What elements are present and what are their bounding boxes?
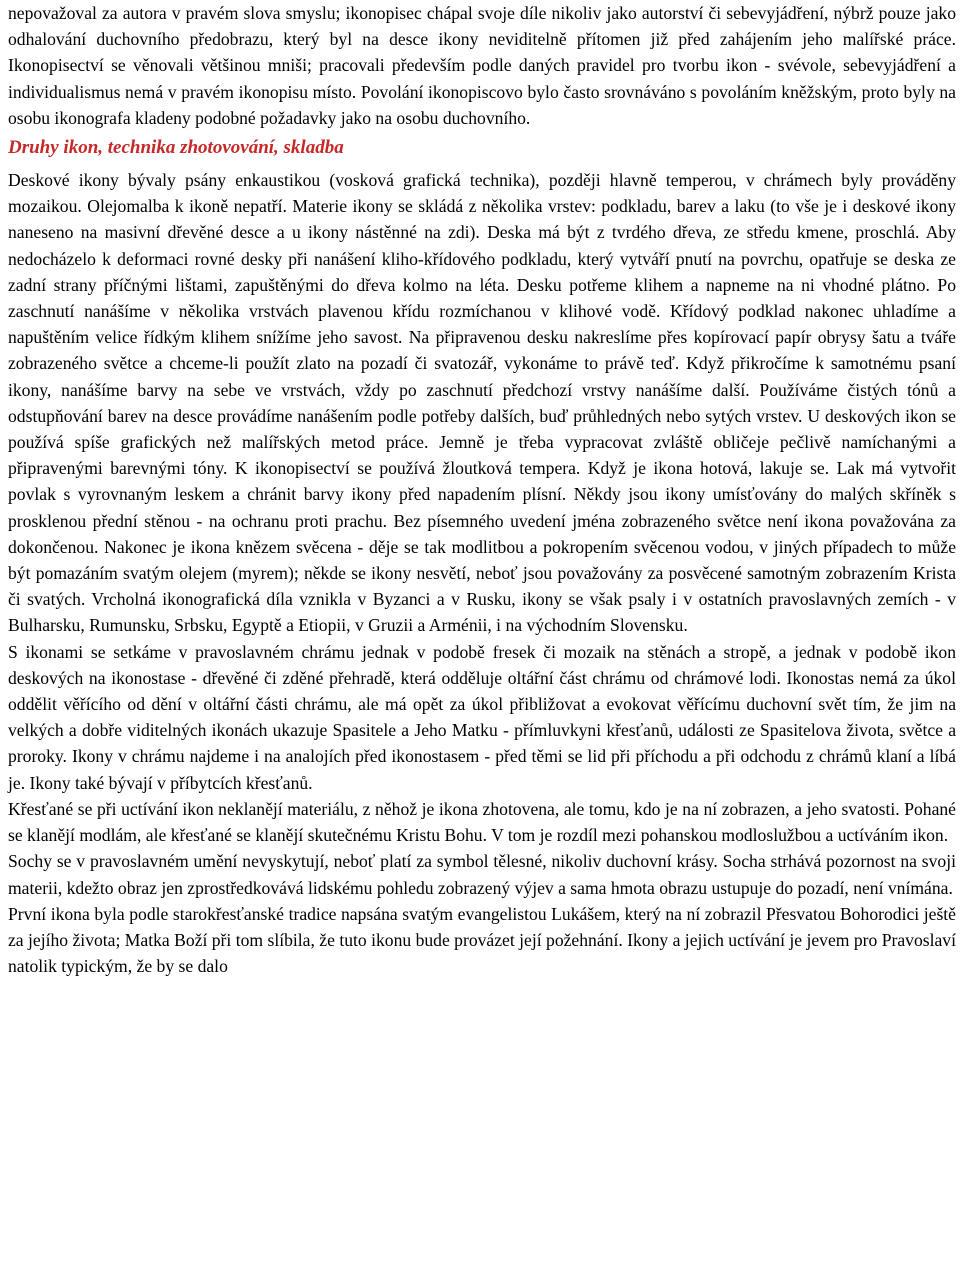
paragraph-veneration: Křesťané se při uctívání ikon neklanějí materiálu, z něhož je ikona zhotovena, ale tomu, kdo je na ní zobrazen, a jeho svatosti. Pohané se klanějí modlám, ale křesťané se klanějí skutečnému Kristu Bohu. V tom je rozdíl mezi pohanskou modloslužbou a uctíváním ikon. [8,798,956,846]
document-page [8,0,956,979]
paragraph-techniques: Deskové ikony bývaly psány enkaustikou (vosková grafická technika), později hlavně temperou, v chrámech byly prováděny mozaikou. Olejomalba k ikoně nepatří. Materie ikony se skládá z několika vrstev: podkladu, barev a laku (to vše je i deskové ikony naneseno na masivní dřevěné desce a u ikony nástěnné na zdi). Deska má být z tvrdého dřeva, ze středu kmene, proschlá. Aby nedocházelo k deformaci rovné desky při nanášení kliho-křídového podkladu, který vytváří pnutí na povrchu, opatřuje se deska ze zadní strany příčnými lištami, zapuštěnými do dřeva kolmo na léta. Desku potřeme klihem a napneme na ni vhodné plátno. Po zaschnutí nanášíme v několika vrstvách plavenou křídu rozmíchanou v klihové vodě. Křídový podklad nakonec uhladíme a napuštěním velice řídkým klihem snížíme jeho savost. Na připravenou desku nakreslíme přes kopírovací papír obrysy šatu a tváře zobrazeného světce a chceme-li použít zlato na pozadí či svatozář, vykonáme to právě teď. Když přikročíme k samotnému psaní ikony, nanášíme barvy na sebe ve vrstvách, vždy po zaschnutí předchozí vrstvy nanášíme další. Používáme čistých tónů a odstupňování barev na desce provádíme nanášením podle potřeby dalších, buď průhledných nebo sytých vrstev. U deskových ikon se používá spíše grafických než malířských metod práce. Jemně je třeba vypracovat zvláště obličeje pečlivě namíchanými a připravenými barevnými tóny. K ikonopisectví se používá žloutková tempera. Když je ikona hotová, lakuje se. Lak má vytvořit povlak s vyrovnaným leskem a chránit barvy ikony před napadením plísní. Někdy jsou ikony umísťovány do malých skříněk s prosklenou přední stěnou - na ochranu proti prachu. Bez písemného uvedení jména zobrazeného světce není ikona považována za dokončenou. Nakonec je ikona knězem svěcena - děje se tak modlitbou a pokropením svěcenou vodou, v jiných případech to může být pomazáním svatým olejem (myrem); někde se ikony nesvětí, neboť jsou považovány za posvěcené samotným zobrazením Krista či svatých. Vrcholná ikonografická díla vznikla v Byzanci a v Rusku, ikony se však psaly i v ostatních pravoslavných zemích - v Bulharsku, Rumunsku, Srbsku, Egyptě a Etiopii, v Gruzii a Arménii, i na východním Slovensku. [8,170,956,636]
paragraph-first-icon: První ikona byla podle starokřesťanské tradice napsána svatým evangelistou Lukášem, který na ní zobrazil Přesvatou Bohorodici ještě za jejího života; Matka Boží při tom slíbila, že tuto ikonu bude provázet její požehnání. Ikony a jejich uctívání je jevem pro Pravoslaví natolik typickým, že by se dalo [8,903,956,977]
section-heading: Druhy ikon, technika zhotovování, skladba [8,137,344,159]
paragraph-church-icons: S ikonami se setkáme v pravoslavném chrámu jednak v podobě fresek či mozaik na stěnách a stropě, a jednak v podobě ikon deskových na ikonostase - dřevěné či zděné přehradě, která odděluje oltářní část chrámu od chrámové lodi. Ikonostas nemá za úkol oddělit věřícího od dění v oltářní části chrámu, ale má opět za úkol přibližovat a evokovat věřícímu duchovní svět tím, že jim na velkých a dobře viditelných ikonách ukazuje Spasitele a Jeho Matku - přímluvkyni křesťanů, události ze Spasitelova života, světce a proroky. Ikony v chrámu najdeme i na analojích před ikonostasem - před těmi se lid při příchodu a při odchodu z chrámů klaní a líbá je. Ikony také bývají v příbytcích křesťanů. [8,641,956,793]
paragraph-sculptures: Sochy se v pravoslavném umění nevyskytují, neboť platí za symbol tělesné, nikoliv duchovní krásy. Socha strhává pozornost na svoji materii, kdežto obraz jen zprostředkovává lidskému pohledu zobrazený výjev a sama hmota obrazu ustupuje do pozadí, není vnímána. [8,851,956,898]
intro-paragraph: nepovažoval za autora v pravém slova smyslu; ikonopisec chápal svoje díle nikoliv jako autorství či sebevyjádření, nýbrž pouze jako odhalování duchovního předobrazu, který byl na desce ikony neviditelně přítomen již před zahájením jeho malířské práce. Ikonopisectví se věnovali většinou mniši; pracovali především podle daných pravidel pro tvorbu ikon - svévole, sebevyjádření a individualismus nemá v pravém ikonopisu místo. Povolání ikonopiscovo bylo často srovnáváno s povoláním kněžským, proto byly na osobu ikonografa kladeny podobné požadavky jako na osobu duchovního. [8,3,956,128]
